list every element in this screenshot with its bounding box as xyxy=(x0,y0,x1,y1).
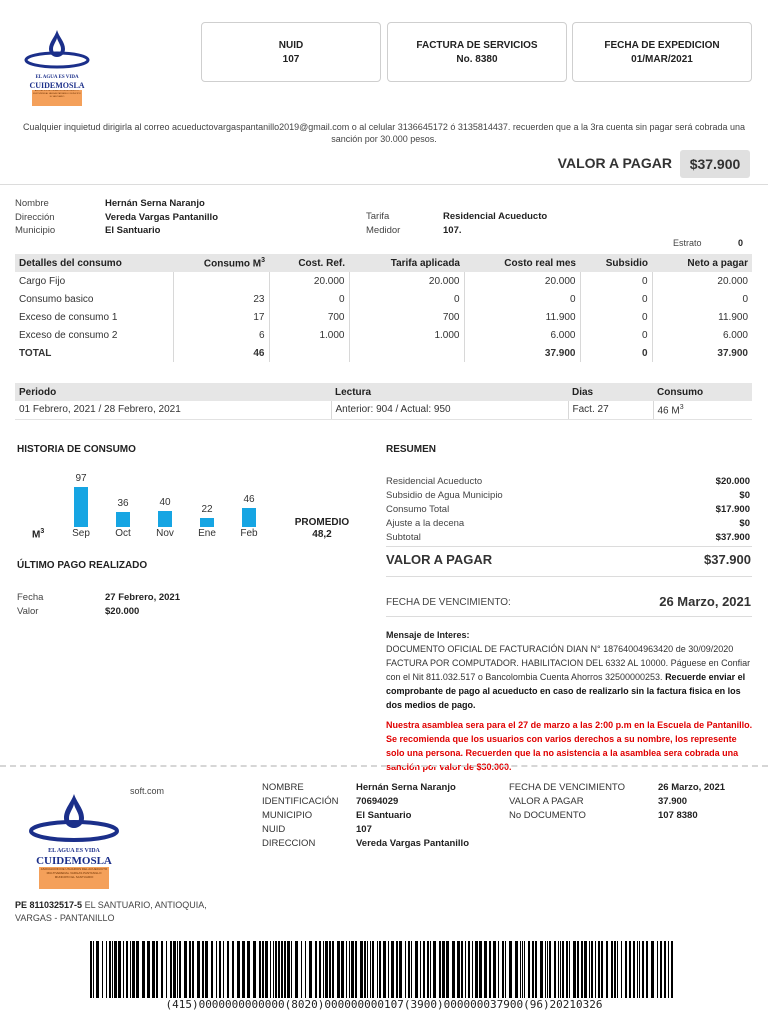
nuid-box xyxy=(201,22,381,82)
chart-bar xyxy=(74,487,88,527)
table-cell: 700 xyxy=(269,308,349,326)
table-cell: 20.000 xyxy=(464,272,580,290)
stub-value: 70694029 xyxy=(356,796,399,807)
tarifa-value: Residencial Acueducto xyxy=(443,211,548,222)
table-row xyxy=(15,272,752,290)
stub-values xyxy=(356,781,506,851)
stub-labels-2 xyxy=(509,781,649,823)
vencimiento-label: FECHA DE VENCIMIENTO: xyxy=(386,597,511,608)
col-subsidio: Subsidio xyxy=(580,254,652,272)
stub-label: No DOCUMENTO xyxy=(509,810,586,821)
chart-value-label: 40 xyxy=(159,497,171,508)
tarifa-label: Tarifa xyxy=(366,211,390,222)
table-cell: 20.000 xyxy=(349,272,464,290)
company-logo xyxy=(22,28,92,106)
table-cell: 1.000 xyxy=(349,326,464,344)
periodo-table xyxy=(15,383,752,420)
stub-address xyxy=(15,899,245,925)
direccion-value: Vereda Vargas Pantanillo xyxy=(105,211,218,223)
barcode xyxy=(90,941,678,999)
ultimo-pago-labels xyxy=(17,591,43,618)
lectura-value: Anterior: 904 / Actual: 950 xyxy=(331,401,568,419)
chart-category-label: Nov xyxy=(156,528,174,539)
table-cell: 0 xyxy=(580,272,652,290)
periodo-value: 01 Febrero, 2021 / 28 Febrero, 2021 xyxy=(15,401,331,419)
ultimo-pago-fecha: 27 Febrero, 2021 xyxy=(105,592,180,603)
chart-bar xyxy=(200,518,214,527)
col-consumo-periodo: Consumo xyxy=(653,383,752,401)
col-costo-real: Costo real mes xyxy=(464,254,580,272)
factura-label: FACTURA DE SERVICIOS xyxy=(416,40,538,51)
resumen-divider xyxy=(386,616,752,617)
consumo-periodo-value: 46 $M^3$ xyxy=(653,401,752,419)
table-cell: 0 xyxy=(349,290,464,308)
col-cost-ref: Cost. Ref. xyxy=(269,254,349,272)
table-cell: 20.000 xyxy=(269,272,349,290)
mensaje-box xyxy=(386,628,753,774)
table-cell: 20.000 xyxy=(652,272,752,290)
table-cell: 700 xyxy=(349,308,464,326)
resumen-item-value: $0 xyxy=(739,490,750,501)
col-lectura: Lectura xyxy=(331,383,568,401)
table-cell: 0 xyxy=(580,290,652,308)
chart-value-label: 97 xyxy=(75,473,87,484)
resumen-item-label: Ajuste a la decena xyxy=(386,518,465,529)
logo-name: CUIDEMOSLA xyxy=(36,855,112,867)
mensaje-title: Mensaje de Interes: xyxy=(386,630,470,640)
col-periodo: Periodo xyxy=(15,383,331,401)
ultimo-pago-fecha-label: Fecha xyxy=(17,592,44,603)
table-cell: 0 xyxy=(269,290,349,308)
vencimiento-value: 26 Marzo, 2021 xyxy=(659,594,751,609)
resumen-item-value: $0 xyxy=(739,518,750,529)
resumen-total-value: $37.900 xyxy=(704,552,751,567)
dias-value: Fact. 27 xyxy=(568,401,653,419)
resumen-item-value: $17.900 xyxy=(715,504,750,515)
stub-label: DIRECCION xyxy=(262,838,316,849)
medidor-label: Medidor xyxy=(366,224,401,236)
mensaje-text: DOCUMENTO OFICIAL DE FACTURACIÓN DIAN N° 18764004963420 de 30/09/2020 FACTURA POR COMPUTADOR. HABILITACION DEL 6332 AL 10000. Páguese en Confiar con el Nit 811.032.517 o Bancolombia Cuenta Ahorros 32500000253. Recuerde enviar el comprobante de pago al acueducto en caso de realizarlo sin la factura fisica en los dos medios de pago. xyxy=(386,644,751,710)
cut-line xyxy=(0,765,768,767)
chart-value-label: 36 xyxy=(117,498,129,509)
table-row xyxy=(15,290,752,308)
table-cell: 0 xyxy=(652,290,752,308)
promedio-label: PROMEDIO xyxy=(294,517,350,528)
nuid-label: NUID xyxy=(278,40,304,51)
divider xyxy=(0,184,768,185)
stub-value: 107 8380 xyxy=(658,810,698,821)
col-consumo: Consumo $M^3$ xyxy=(173,254,269,272)
factura-value: No. 8380 xyxy=(456,54,498,65)
fecha-expedicion-value: 01/MAR/2021 xyxy=(631,54,693,65)
col-dias: Dias xyxy=(568,383,653,401)
table-cell: 11.900 xyxy=(652,308,752,326)
chart-bar xyxy=(242,508,256,527)
chart-category-label: Sep xyxy=(72,528,90,539)
ultimo-pago-valor-label: Valor xyxy=(17,605,39,617)
stub-label: VALOR A PAGAR xyxy=(509,796,584,807)
contact-notice: Cualquier inquietud dirigirla al correo acueductovargaspantanillo2019@gmail.com o al celular 3136645172 ó 3135814437. recuerden que a la 3ra cuenta sin pagar será cobrada una sanción por 30.000 pesos. xyxy=(22,122,746,144)
stub-value: 37.900 xyxy=(658,796,688,807)
municipio-label: Municipio xyxy=(15,225,56,236)
nuid-value: 107 xyxy=(282,54,300,65)
nombre-label: Nombre xyxy=(15,198,49,209)
table-cell: 6 xyxy=(173,326,269,344)
nombre-value: Hernán Serna Naranjo xyxy=(105,198,205,209)
municipio-value: El Santuario xyxy=(105,225,161,236)
col-tarifa: Tarifa aplicada xyxy=(349,254,464,272)
table-cell: 0 xyxy=(580,326,652,344)
stub-value: Hernán Serna Naranjo xyxy=(356,782,456,793)
promedio-value: 48,2 xyxy=(312,529,332,540)
tarifa-labels xyxy=(366,210,436,237)
resumen-values xyxy=(640,475,750,545)
resumen-divider xyxy=(386,576,752,577)
col-neto: Neto a pagar xyxy=(652,254,752,272)
table-cell: 46 xyxy=(173,344,269,362)
logo-slogan: EL AGUA ES VIDA xyxy=(35,75,79,80)
table-cell: 6.000 xyxy=(464,326,580,344)
medidor-value: 107. xyxy=(443,224,462,236)
col-detalles: Detalles del consumo xyxy=(15,254,173,272)
tarifa-values xyxy=(443,210,643,237)
ultimo-pago-title: ÚLTIMO PAGO REALIZADO xyxy=(17,560,148,571)
consumo-header-row xyxy=(15,254,752,272)
chart-category-label: Ene xyxy=(198,528,216,539)
water-drop-logo-icon xyxy=(22,28,92,70)
table-cell xyxy=(173,272,269,290)
water-drop-logo-icon xyxy=(26,792,122,842)
table-cell: Exceso de consumo 1 xyxy=(19,311,118,323)
chart-category-label: Oct xyxy=(115,528,131,539)
fecha-expedicion-box xyxy=(572,22,752,82)
stub-label: NOMBRE xyxy=(262,782,304,793)
barcode-space xyxy=(673,941,676,999)
website-fragment: soft.com xyxy=(130,786,165,796)
fecha-expedicion-label: FECHA DE EXPEDICION xyxy=(604,40,720,51)
address-text: EL SANTUARIO, ANTIOQUIA, VARGAS - PANTANILLO xyxy=(15,900,207,923)
estrato-value: 0 xyxy=(738,238,744,248)
resumen-total-label: VALOR A PAGAR xyxy=(386,552,493,567)
resumen-labels xyxy=(386,475,636,545)
chart-value-label: 22 xyxy=(201,504,213,515)
resumen-item-value: $37.900 xyxy=(715,532,750,543)
resumen-item-label: Consumo Total xyxy=(386,504,450,515)
stub-label: FECHA DE VENCIMIENTO xyxy=(509,782,625,793)
ultimo-pago-values xyxy=(105,591,180,618)
logo-association: ASOCIACION DE USUARIOS DEL ACUEDUCTO MULTIVEREDAL VARGAS PANTANILLO MUNICIPIO EL SANTUARIO xyxy=(39,867,109,889)
stub-labels xyxy=(262,781,352,851)
resumen-item-value: $20.000 xyxy=(715,476,750,487)
table-cell: 1.000 xyxy=(269,326,349,344)
stub-label: IDENTIFICACIÓN xyxy=(262,796,339,807)
stub-label: MUNICIPIO xyxy=(262,810,313,821)
table-cell xyxy=(269,344,349,362)
table-cell: 37.900 xyxy=(652,344,752,362)
stub-label: NUID xyxy=(262,824,286,835)
table-row xyxy=(15,401,752,419)
table-row xyxy=(15,308,752,326)
table-cell xyxy=(349,344,464,362)
logo-association: ASOCIACION DE USUARIOS DEL ACUEDUCTO MULTIVEREDAL VARGAS PANTANILLO MUNICIPIO EL SANTUARIO xyxy=(32,90,82,106)
chart-value-label: 46 xyxy=(243,494,255,505)
mensaje-asamblea: Nuestra asamblea sera para el 27 de marzo a las 2:00 p.m en la Escuela de Pantanillo. Se recomienda que los usuarios con varios derechos a su nombre, los represente solo una persona. Recuerden que la no asistencia a la asamblea sera cobrada una sanción por valor de $30.000. xyxy=(386,720,753,772)
periodo-header-row xyxy=(15,383,752,401)
barcode-text: (415)0000000000000(8020)000000000107(3900)000000037900(96)20210326 xyxy=(90,998,678,1011)
logo-slogan: EL AGUA ES VIDA xyxy=(48,848,100,854)
resumen-item-label: Subsidio de Agua Municipio xyxy=(386,490,503,501)
direccion-label: Dirección xyxy=(15,211,55,223)
stub-value: El Santuario xyxy=(356,810,412,821)
resumen-item-label: Subtotal xyxy=(386,532,421,543)
resumen-title: RESUMEN xyxy=(386,444,437,455)
valor-pagar-label: VALOR A PAGAR xyxy=(557,155,672,171)
table-cell: 37.900 xyxy=(464,344,580,362)
ultimo-pago-valor: $20.000 xyxy=(105,605,140,617)
stub-values-2 xyxy=(658,781,758,823)
estrato-label: Estrato xyxy=(673,238,702,248)
pe-label: PE 811032517-5 xyxy=(15,900,83,910)
resumen-item-label: Residencial Acueducto xyxy=(386,476,483,487)
valor-pagar-value: $37.900 xyxy=(680,150,750,178)
stub-value: 26 Marzo, 2021 xyxy=(658,782,726,793)
company-logo-bottom xyxy=(26,792,122,889)
table-cell: 17 xyxy=(173,308,269,326)
stub-value: Vereda Vargas Pantanillo xyxy=(356,838,469,849)
resumen-divider xyxy=(386,546,752,547)
chart-bar xyxy=(158,511,172,527)
factura-box xyxy=(387,22,567,82)
table-cell: Consumo basico xyxy=(19,293,94,305)
table-cell: 6.000 xyxy=(652,326,752,344)
consumo-table xyxy=(15,254,752,362)
client-values xyxy=(105,197,355,238)
table-total-row xyxy=(15,344,752,362)
logo-name: CUIDEMOSLA xyxy=(29,81,85,90)
stub-value: 107 xyxy=(356,824,372,835)
chart-unit: $M^3$ xyxy=(32,528,45,541)
table-cell: 0 xyxy=(580,308,652,326)
table-cell: TOTAL xyxy=(19,347,52,359)
client-labels xyxy=(15,197,105,238)
chart-bar xyxy=(116,512,130,527)
table-cell: 0 xyxy=(464,290,580,308)
table-cell: 0 xyxy=(580,344,652,362)
table-row xyxy=(15,326,752,344)
table-cell: Exceso de consumo 2 xyxy=(19,329,118,341)
table-cell: 23 xyxy=(173,290,269,308)
chart-category-label: Feb xyxy=(240,528,258,539)
table-cell: 11.900 xyxy=(464,308,580,326)
historia-title: HISTORIA DE CONSUMO xyxy=(17,444,136,455)
table-cell: Cargo Fijo xyxy=(19,275,66,287)
